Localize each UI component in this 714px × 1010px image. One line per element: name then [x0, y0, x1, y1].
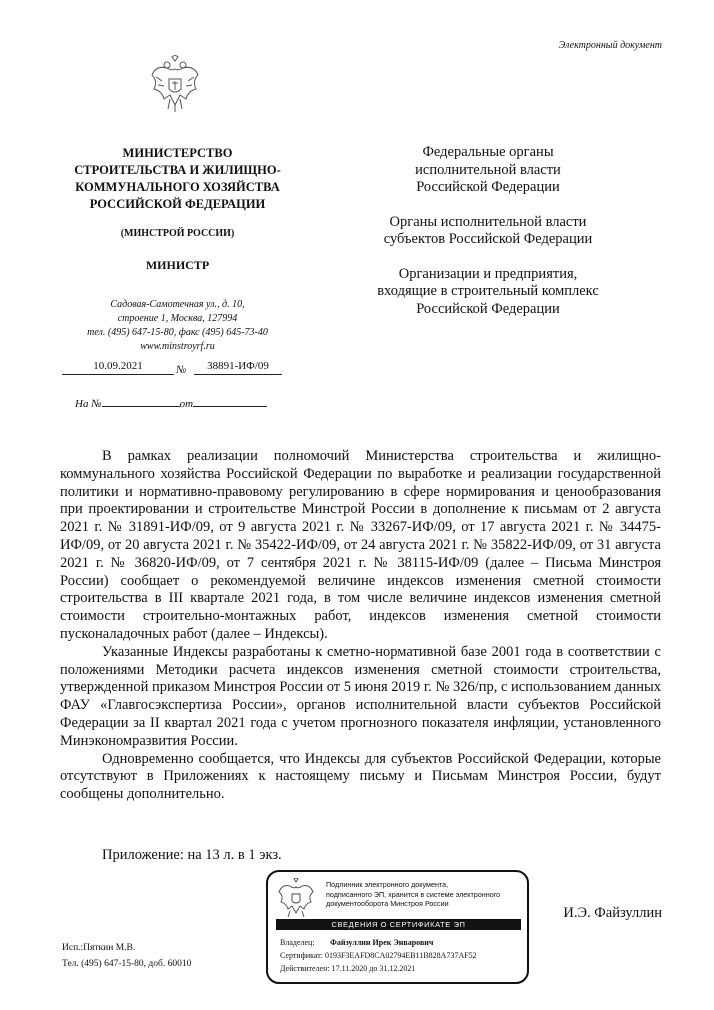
registration-line	[62, 360, 292, 380]
letter-body	[60, 448, 661, 804]
coat-of-arms-icon	[150, 55, 200, 113]
electronic-signature-stamp	[266, 870, 529, 984]
recipient-group	[330, 214, 646, 249]
ministry-name	[40, 145, 315, 213]
stamp-note-line: подписанного ЭП, хранится в системе электронного	[326, 889, 501, 899]
registration-number: 38891-ИФ/09	[194, 360, 282, 375]
sender-position: МИНИСТР	[145, 258, 210, 272]
address-line: www.minstroyrf.ru	[140, 341, 215, 352]
ministry-line: КОММУНАЛЬНОГО ХОЗЯЙСТВА	[75, 180, 280, 194]
number-sign: №	[176, 364, 187, 376]
reply-reference-line	[75, 395, 267, 410]
certificate-info-bar: СВЕДЕНИЯ О СЕРТИФИКАТЕ ЭП	[276, 919, 521, 930]
executor-name: Исп.:Пяткин М.В.	[62, 943, 136, 953]
signer-name: И.Э. Файзуллин	[563, 905, 662, 921]
certificate-owner: Файзуллин Ирек Энварович	[330, 938, 434, 947]
certificate-validity: Действителен: 17.11.2020 до 31.12.2021	[280, 964, 416, 973]
ministry-abbreviation: (МИНСТРОЙ РОССИИ)	[120, 228, 235, 239]
ministry-line: РОССИЙСКОЙ ФЕДЕРАЦИИ	[89, 197, 266, 211]
sender-address	[40, 298, 315, 354]
stamp-note-line: документооборота Минстроя России	[326, 899, 449, 908]
stamp-note-line: Подлинник электронного документа,	[326, 880, 449, 889]
executor-phone: Тел. (495) 647-15-80, доб. 60010	[62, 959, 192, 969]
certificate-details	[280, 936, 525, 975]
executor-info	[62, 940, 191, 972]
reply-from: от	[179, 398, 194, 410]
stamp-note	[326, 880, 526, 909]
recipient-group	[330, 266, 646, 319]
address-line: Садовая-Самотечная ул., д. 10,	[110, 299, 245, 310]
recipient-line: субъектов Российской Федерации	[383, 231, 593, 247]
recipient-line: входящие в строительный комплекс	[377, 283, 599, 299]
registration-date: 10.09.2021	[62, 360, 174, 375]
recipient-line: исполнительной власти	[415, 161, 561, 178]
body-paragraph: Одновременно сообщается, что Индексы для субъектов Российской Федерации, которые отсутствуют в Приложениях к настоящему письму и Письмам Минстроя России, будут сообщены дополнительно.	[60, 750, 661, 803]
electronic-document-label: Электронный документ	[558, 40, 662, 51]
address-line: строение 1, Москва, 127994	[117, 313, 238, 324]
body-paragraph: Указанные Индексы разработаны к сметно-нормативной базе 2001 года в соответствии с положениями Методики расчета индексов изменения сметной стоимости строительства, утвержденной приказом Минстроя России от 5 июня 2019 г. № 326/пр, с использованием данных ФАУ «Главгосэкспертиза России», органов исполнительной власти субъектов Российской Федерации за II квартал 2021 года с учетом прогнозного показателя инфляции, установленного Минэкономразвития России.	[60, 643, 661, 749]
address-line: тел. (495) 647-15-80, факс (495) 645-73-40	[87, 327, 268, 338]
owner-label: Владелец:	[280, 938, 315, 947]
recipient-line: Организации и предприятия,	[398, 265, 578, 282]
reply-prefix: На №	[75, 398, 102, 410]
attachment-note: Приложение: на 13 л. в 1 экз.	[102, 847, 282, 863]
certificate-serial: Сертификат: 0193F3EAFD8CA02794EB11B828A737AF52	[280, 951, 477, 960]
recipient-line: Российской Федерации	[416, 179, 560, 195]
body-paragraph: В рамках реализации полномочий Министерства строительства и жилищно-коммунального хозяйства Российской Федерации по выработке и реализации государственной политики и нормативно-правовому регулированию в сфере нормирования и ценообразования при проектировании и строительстве Минстрой России в дополнение к письмам от 2 августа 2021 г. № 31891-ИФ/09, от 9 августа 2021 г. № 33267-ИФ/09, от 17 августа 2021 г. № 34475-ИФ/09, от 20 августа 2021 г. № 35422-ИФ/09, от 24 августа 2021 г. № 35822-ИФ/09, от 31 августа 2021 г. № 36820-ИФ/09, от 7 сентября 2021 г. № 38115-ИФ/09 (далее – Письма Минстроя России) сообщает о рекомендуемой величине индексов изменения сметной стоимости строительства в III квартале 2021 года, в том числе величине индексов изменения сметной стоимости строительно-монтажных работ, индексов изменения сметной стоимости пусконаладочных работ (далее – Индексы).	[60, 448, 661, 642]
certificate-owner-row	[280, 936, 525, 949]
recipient-line: Российской Федерации	[416, 300, 560, 317]
recipient-group	[330, 144, 646, 197]
recipient-line: Федеральные органы	[422, 144, 554, 160]
coat-of-arms-icon	[278, 878, 314, 918]
ministry-line: СТРОИТЕЛЬСТВА И ЖИЛИЩНО-	[74, 163, 281, 177]
recipient-line: Органы исполнительной власти	[389, 213, 587, 230]
ministry-line: МИНИСТЕРСТВО	[122, 146, 233, 160]
recipients-block	[330, 144, 646, 335]
